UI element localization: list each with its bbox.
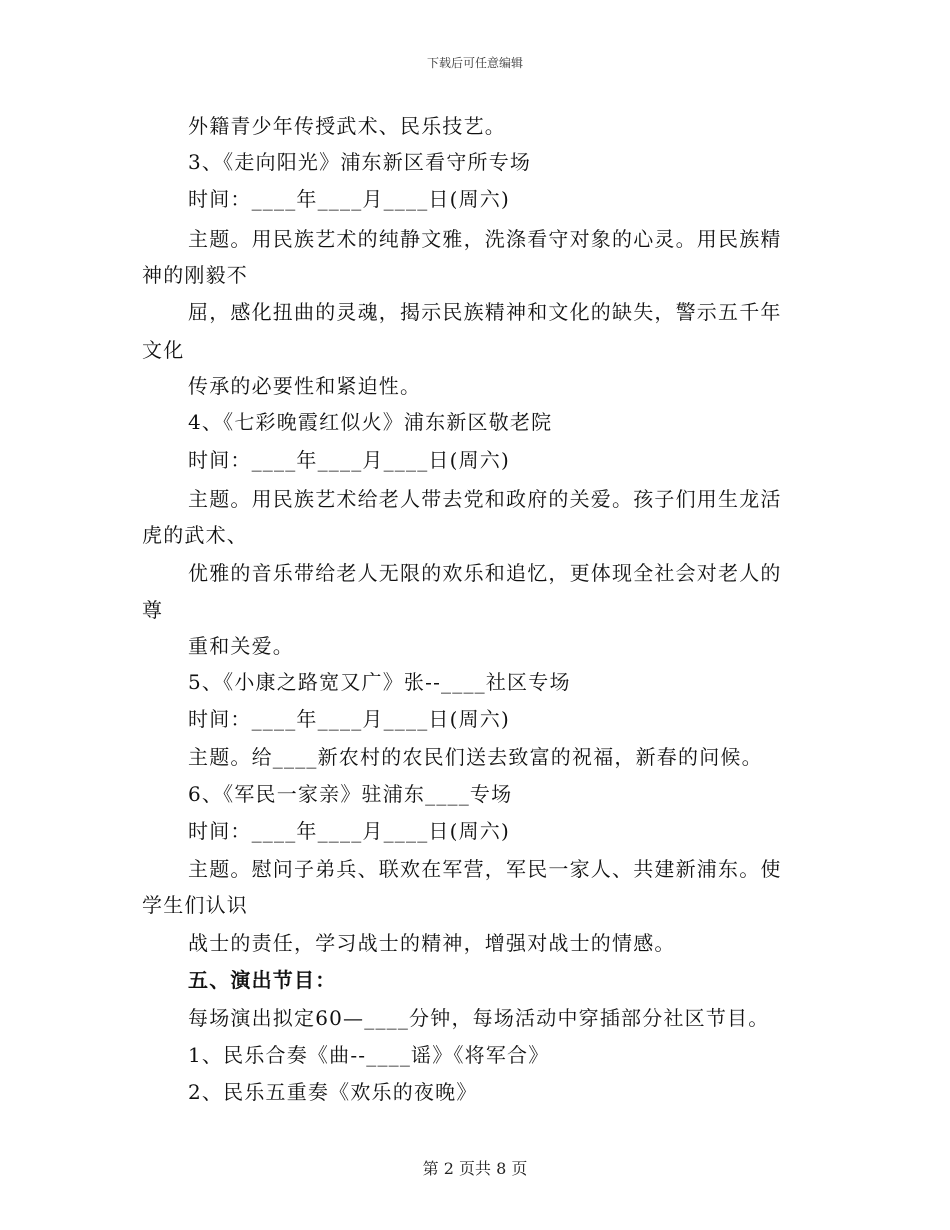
text-line: 时间：____年____月____日(周六) xyxy=(188,448,511,472)
text-line: 时间：____年____月____日(周六) xyxy=(188,187,511,211)
text-line: 传承的必要性和紧迫性。 xyxy=(188,374,422,398)
page-header: 下载后可任意编辑 xyxy=(426,56,523,70)
section-heading: 五、演出节目： xyxy=(188,968,337,992)
text-line: 主题。用民族艺术给老人带去党和政府的关爱。孩子们用生龙活 xyxy=(188,487,782,511)
text-line: 主题。用民族艺术的纯静文雅，洗涤看守对象的心灵。用民族精 xyxy=(188,227,782,251)
item-heading: 3、《走向阳光》浦东新区看守所专场 xyxy=(188,150,532,174)
text-line: 时间：____年____月____日(周六) xyxy=(188,819,511,843)
text-line: 文化 xyxy=(142,338,185,362)
item-heading: 6、《军民一家亲》驻浦东____专场 xyxy=(188,782,513,806)
text-line: 学生们认识 xyxy=(142,893,248,917)
text-line: 主题。给____新农村的农民们送去致富的祝福，新春的问候。 xyxy=(188,745,763,769)
list-item: 2、民乐五重奏《欢乐的夜晚》 xyxy=(188,1080,478,1104)
text-line: 重和关爱。 xyxy=(188,634,294,658)
text-line: 神的刚毅不 xyxy=(142,263,248,287)
text-line: 外籍青少年传授武术、民乐技艺。 xyxy=(188,114,506,138)
page-footer: 第 2 页共 8 页 xyxy=(422,1159,528,1178)
list-item: 1、民乐合奏《曲--____谣》《将军合》 xyxy=(188,1043,550,1067)
text-line: 主题。慰问子弟兵、联欢在军营，军民一家人、共建新浦东。使 xyxy=(188,857,782,881)
text-line: 屈，感化扭曲的灵魂，揭示民族精神和文化的缺失，警示五千年 xyxy=(188,300,782,324)
text-line: 尊 xyxy=(142,598,164,622)
text-line: 战士的责任，学习战士的精神，增强对战士的情感。 xyxy=(188,931,676,955)
text-line: 优雅的音乐带给老人无限的欢乐和追忆，更体现全社会对老人的 xyxy=(188,561,782,585)
item-heading: 5、《小康之路宽又广》张--____社区专场 xyxy=(188,670,571,694)
text-line: 时间：____年____月____日(周六) xyxy=(188,707,511,731)
text-line: 虎的武术、 xyxy=(142,523,248,547)
item-heading: 4、《七彩晚霞红似火》浦东新区敬老院 xyxy=(188,410,553,434)
text-line: 每场演出拟定60—____分钟，每场活动中穿插部分社区节目。 xyxy=(188,1006,770,1030)
